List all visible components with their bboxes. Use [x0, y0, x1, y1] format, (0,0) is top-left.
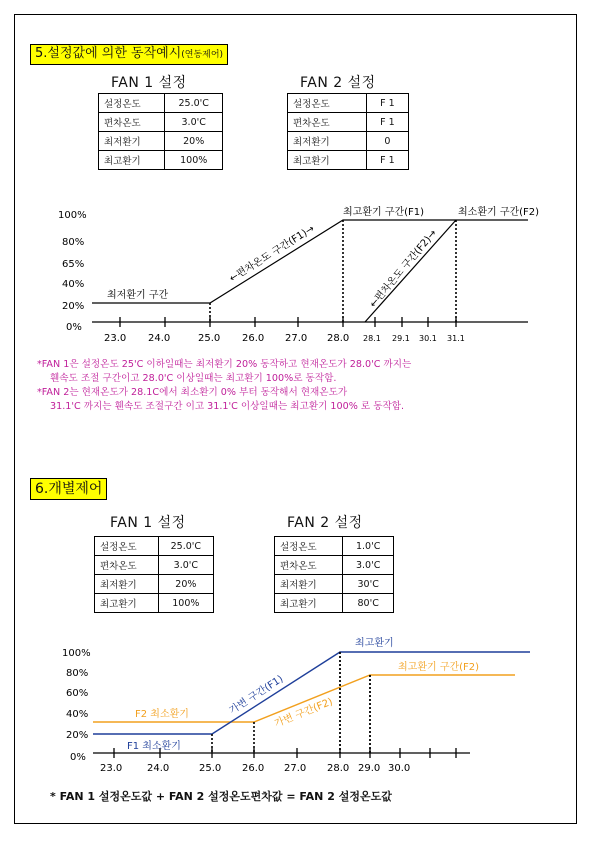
y-tick-label: 100%	[62, 648, 91, 659]
table-label: 편차온도	[275, 556, 343, 575]
table-row	[99, 113, 223, 132]
table-row	[95, 594, 214, 613]
table-row	[275, 537, 394, 556]
table-row	[275, 594, 394, 613]
y-tick-label: 100%	[58, 210, 87, 221]
s6-chart	[0, 630, 595, 780]
table-value: 80'C	[343, 594, 394, 613]
s6-formula: * FAN 1 설정온도값 + FAN 2 설정온도편차값 = FAN 2 설정온도값	[50, 790, 392, 803]
table-row	[288, 132, 409, 151]
s6-x-ticks	[100, 763, 410, 774]
x-tick-label: 24.0	[148, 333, 171, 344]
s5-min-zone-f2-label: 최소환기 구간(F2)	[458, 207, 540, 218]
table-label: 편차온도	[95, 556, 159, 575]
table-label: 최저환기	[99, 132, 165, 151]
table-label: 편차온도	[288, 113, 367, 132]
section5-title	[30, 44, 228, 65]
table-row	[95, 556, 214, 575]
table-row	[288, 113, 409, 132]
table-label: 최고환기	[95, 594, 159, 613]
s5-dev-f1-label: ←편차온도 구간(F1)→	[227, 223, 317, 285]
s5-x-ticks	[104, 333, 465, 344]
x-tick-label: 28.0	[327, 763, 350, 774]
s5-dev-f2-label: ←편차온도 구간(F2)→	[367, 227, 440, 310]
y-tick-label: 20%	[62, 301, 85, 312]
table-label: 설정온도	[275, 537, 343, 556]
s6-var-f2-label: 가변 구간(F2)	[273, 696, 335, 730]
table-row	[95, 575, 214, 594]
y-tick-label: 80%	[66, 668, 89, 679]
table-value: 1.0'C	[343, 537, 394, 556]
table-value: 3.0'C	[165, 113, 223, 132]
table-value: 25.0'C	[158, 537, 213, 556]
x-tick-label: 27.0	[285, 333, 308, 344]
x-tick-label: 24.0	[147, 763, 170, 774]
x-tick-label: 27.0	[284, 763, 307, 774]
table-row	[288, 94, 409, 113]
y-tick-label: 65%	[62, 259, 85, 270]
s5-note-2: 휀속도 조절 구간이고 28.0'C 이상일때는 최고환기 100%로 동작함.	[50, 373, 337, 384]
section5-title-text: 5.설정값에 의한 동작예시	[35, 46, 182, 61]
table-label: 설정온도	[99, 94, 165, 113]
y-tick-label: 20%	[66, 730, 89, 741]
s5-max-zone-label: 최고환기 구간(F1)	[343, 207, 425, 218]
table-row	[275, 575, 394, 594]
s5-fan1-table	[98, 93, 223, 170]
s5-note-1: *FAN 1은 설정온도 25'C 이하일때는 최저환기 20% 동작하고 현재온도가 28.0'C 까지는	[37, 359, 412, 370]
x-tick-label: 26.0	[242, 333, 265, 344]
table-row	[99, 151, 223, 170]
x-tick-label: 29.1	[392, 334, 410, 343]
table-value: F 1	[366, 113, 408, 132]
s5-fan2-table	[287, 93, 409, 170]
table-value: F 1	[366, 151, 408, 170]
table-label: 최저환기	[288, 132, 367, 151]
s6-max-zone-f2-label: 최고환기 구간(F2)	[398, 662, 480, 673]
s6-max-label: 최고환기	[355, 638, 394, 649]
table-row	[288, 151, 409, 170]
s6-y-ticks	[62, 648, 91, 763]
y-tick-label: 40%	[62, 279, 85, 290]
x-tick-label: 26.0	[242, 763, 265, 774]
table-label: 최고환기	[288, 151, 367, 170]
s6-f2-min-label: F2 최소환기	[135, 709, 189, 720]
s5-min-zone-label: 최저환기 구간	[107, 290, 169, 301]
x-tick-label: 25.0	[198, 333, 221, 344]
x-tick-label: 30.1	[419, 334, 437, 343]
s6-fan1-table	[94, 536, 214, 613]
x-tick-label: 29.0	[358, 763, 381, 774]
table-value: 100%	[165, 151, 223, 170]
table-value: F 1	[366, 94, 408, 113]
table-value: 25.0'C	[165, 94, 223, 113]
table-label: 편차온도	[99, 113, 165, 132]
y-tick-label: 60%	[66, 688, 89, 699]
s5-note-4: 31.1'C 까지는 휀속도 조절구간 이고 31.1'C 이상일때는 최고환기 100% 로 동작함.	[50, 401, 405, 412]
table-label: 최저환기	[95, 575, 159, 594]
s6-fan2-table	[274, 536, 394, 613]
table-label: 설정온도	[95, 537, 159, 556]
x-tick-label: 28.1	[363, 334, 381, 343]
x-tick-label: 28.0	[327, 333, 350, 344]
y-tick-label: 40%	[66, 709, 89, 720]
x-tick-label: 23.0	[104, 333, 127, 344]
table-row	[99, 94, 223, 113]
s5-y-ticks	[58, 210, 87, 333]
table-value: 3.0'C	[158, 556, 213, 575]
s6-f1-min-label: F1 최소환기	[127, 741, 181, 752]
y-tick-label: 0%	[70, 752, 86, 763]
x-tick-label: 23.0	[100, 763, 123, 774]
x-tick-label: 25.0	[199, 763, 222, 774]
s6-fan1-title: FAN 1 설정	[110, 515, 186, 531]
table-value: 30'C	[343, 575, 394, 594]
table-value: 0	[366, 132, 408, 151]
table-label: 최고환기	[99, 151, 165, 170]
section6-title: 6.개별제어	[30, 478, 107, 500]
s6-fan2-title: FAN 2 설정	[287, 515, 363, 531]
x-tick-label: 30.0	[388, 763, 411, 774]
table-value: 20%	[158, 575, 213, 594]
table-label: 최저환기	[275, 575, 343, 594]
table-value: 3.0'C	[343, 556, 394, 575]
table-label: 설정온도	[288, 94, 367, 113]
table-value: 20%	[165, 132, 223, 151]
section5-title-small: (연동제어)	[181, 50, 224, 60]
y-tick-label: 0%	[66, 322, 82, 333]
table-row	[99, 132, 223, 151]
s5-note-3: *FAN 2는 현재온도가 28.1C에서 최소환기 0% 부터 동작해서 현재온도가	[37, 387, 348, 398]
x-tick-label: 31.1	[447, 334, 465, 343]
s5-chart	[0, 200, 595, 350]
y-tick-label: 80%	[62, 237, 85, 248]
table-row	[95, 537, 214, 556]
table-value: 100%	[158, 594, 213, 613]
table-label: 최고환기	[275, 594, 343, 613]
s5-fan2-title: FAN 2 설정	[300, 75, 376, 91]
s6-var-f1-label: 가변 구간(F1)	[227, 673, 286, 717]
table-row	[275, 556, 394, 575]
s5-fan1-title: FAN 1 설정	[111, 75, 187, 91]
